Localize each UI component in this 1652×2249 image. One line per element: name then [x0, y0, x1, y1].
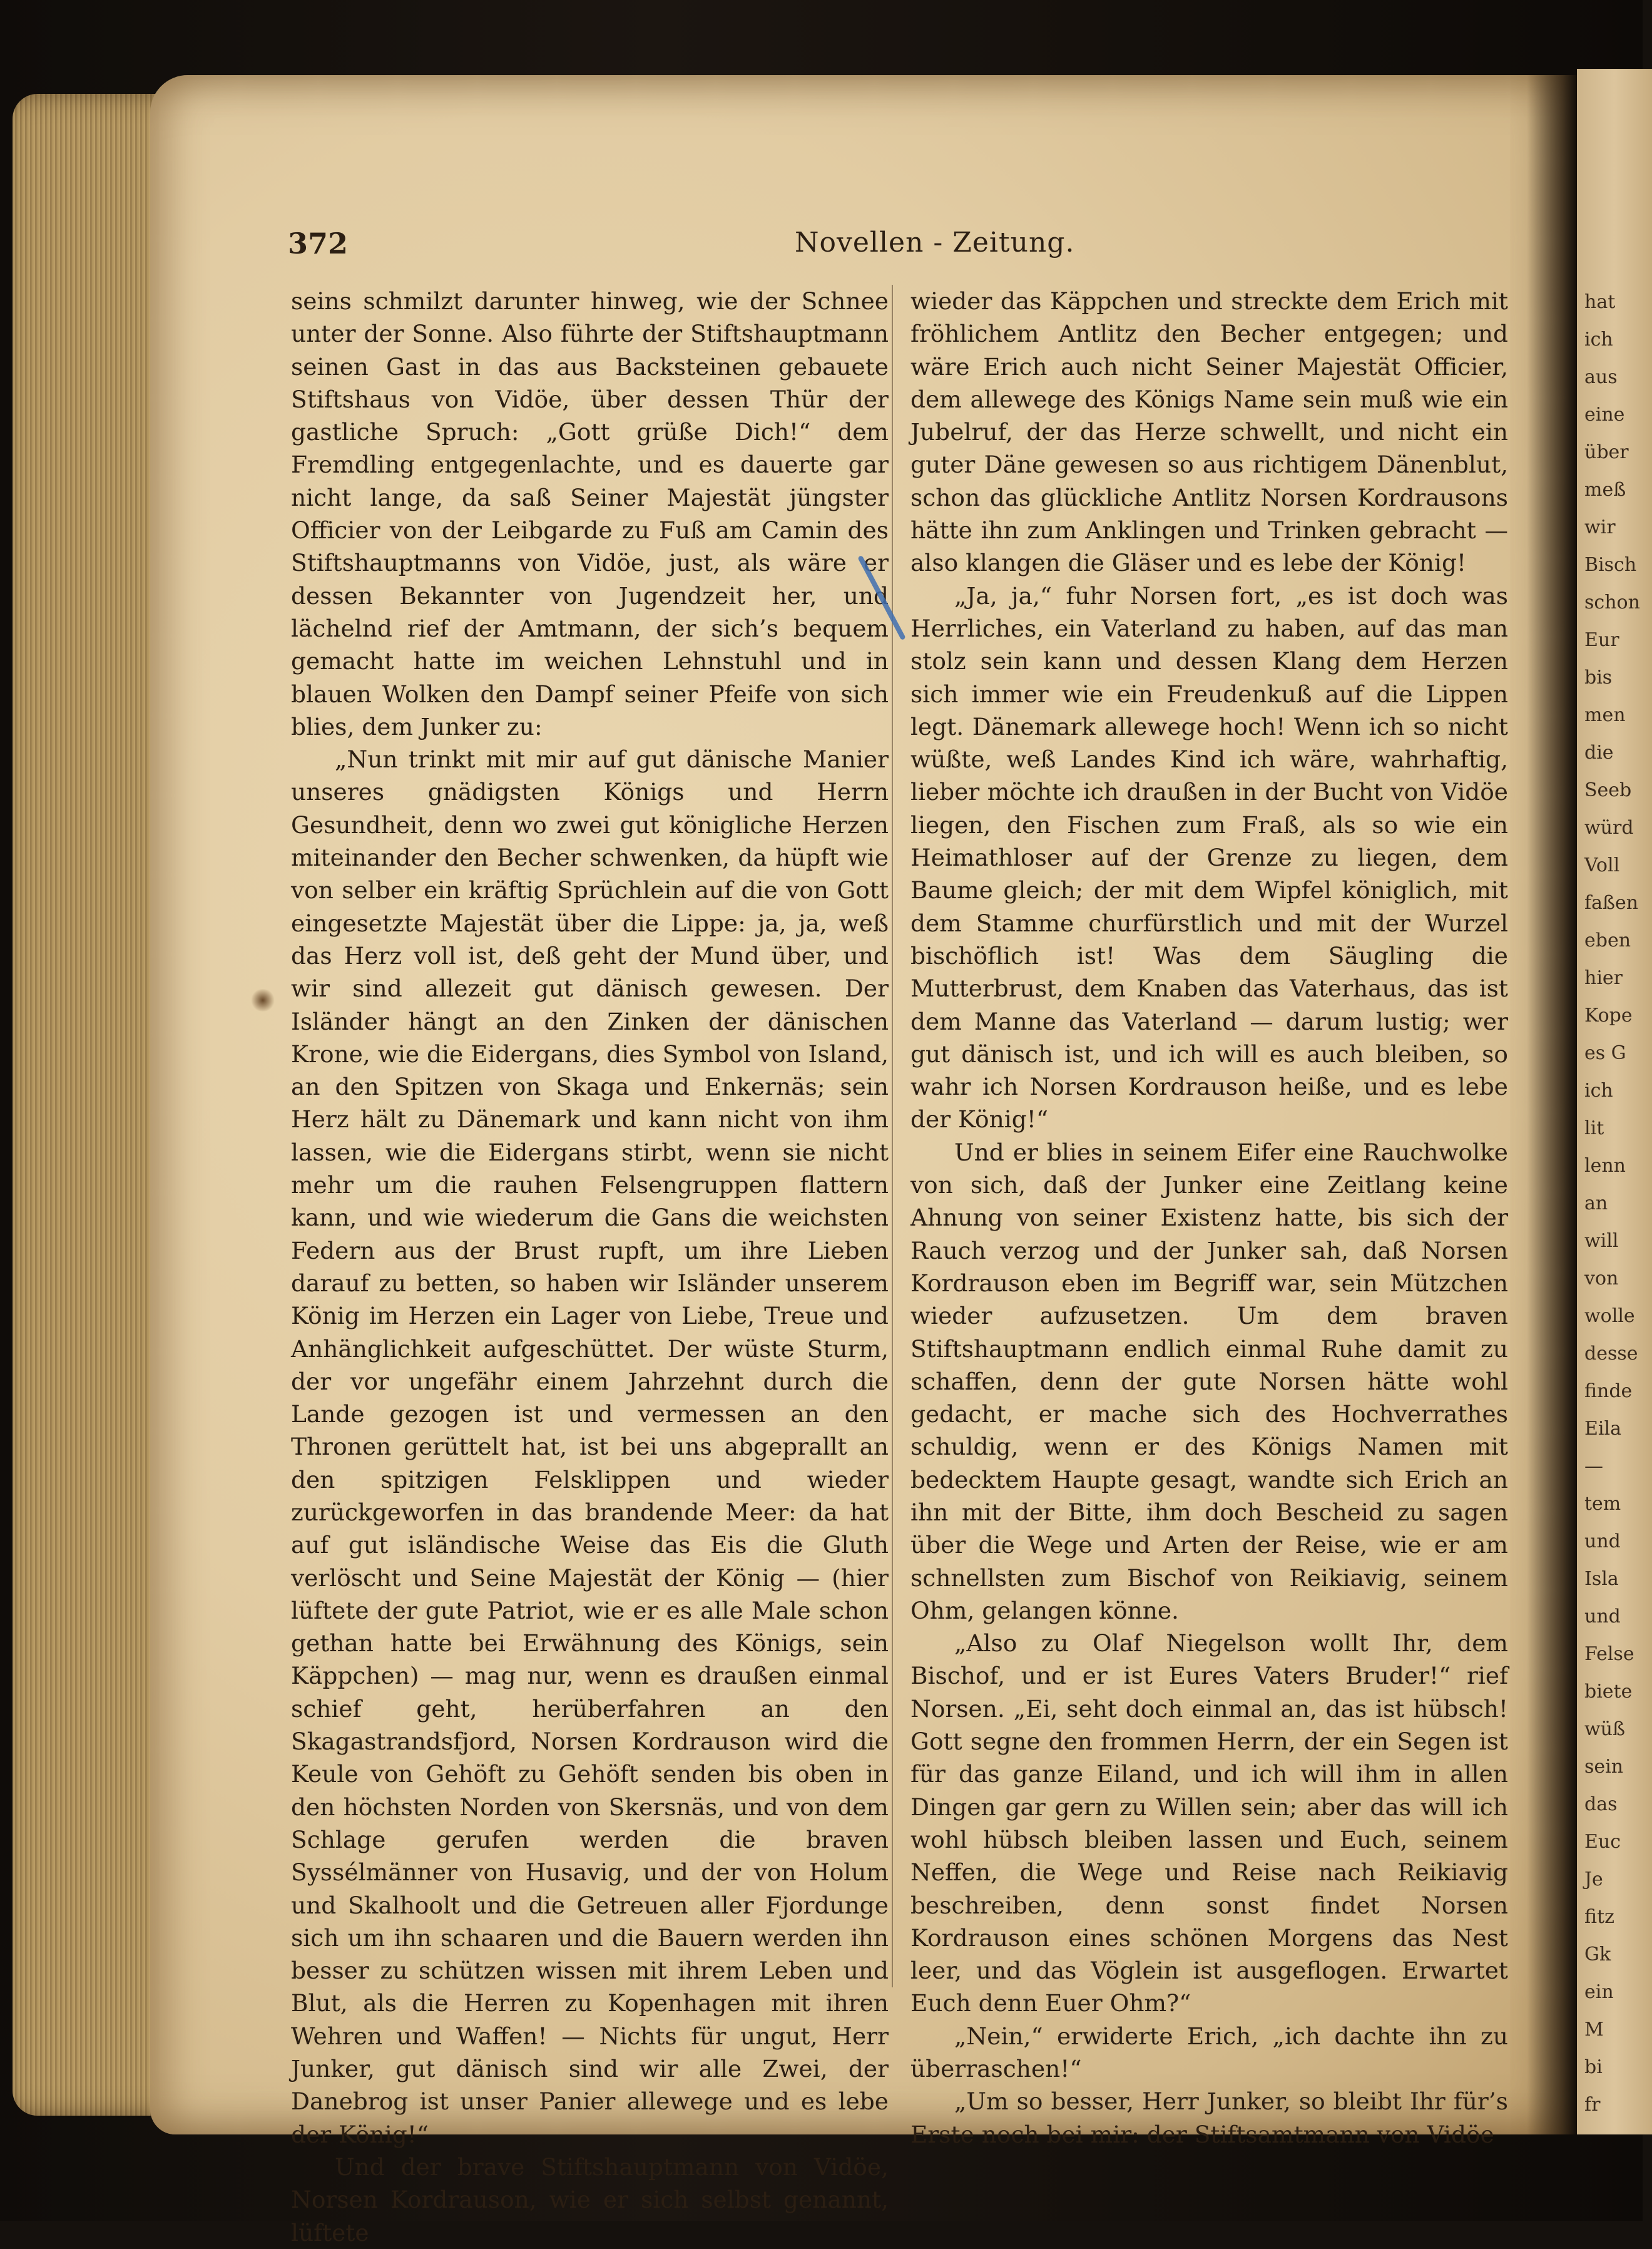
facing-page-fragment: Eila: [1584, 1418, 1621, 1440]
running-head: Novellen - Zeitung.: [795, 227, 1075, 259]
facing-page-fragment: M: [1584, 2019, 1604, 2041]
facing-page-fragment: Je: [1584, 1868, 1603, 1890]
facing-page-fragment: schon: [1584, 592, 1640, 613]
page-header: [288, 227, 1489, 264]
facing-page-fragment: wüß: [1584, 1718, 1626, 1740]
facing-page-fragment: und: [1584, 1606, 1621, 1627]
page-number: 372: [288, 227, 349, 260]
facing-page-fragment: Seeb: [1584, 779, 1632, 801]
facing-page-fragment: fr: [1584, 2094, 1601, 2116]
facing-page-fragment: Bisch: [1584, 554, 1637, 576]
facing-page-fragment: eine: [1584, 404, 1625, 426]
facing-page-fragment: Kope: [1584, 1005, 1633, 1027]
facing-page-fragment: Felse: [1584, 1643, 1634, 1665]
facing-page-fragment: bis: [1584, 667, 1613, 689]
facing-page-fragment: desse: [1584, 1343, 1638, 1365]
facing-page-fragment: men: [1584, 704, 1626, 726]
facing-page-fragment: über: [1584, 441, 1629, 463]
facing-page-fragment: Gk: [1584, 1944, 1611, 1965]
facing-page-fragment: wolle: [1584, 1305, 1635, 1327]
paragraph: Und er blies in seinem Eifer eine Rauchwolke von sich, daß der Junker eine Zeitlang keine Ahnung von seiner Existenz hatte, bis sich der Rauch verzog und der Junker sah, daß Norsen Kordrauson eben im Begriff war, sein Mützchen wieder aufzusetzen. Um dem braven Stiftshauptmann endlich einmal Ruhe damit zu schaffen, denn der gute Norsen hätte wohl gedacht, er mache sich des Hochverrathes schuldig, wenn er des Königs Namen mit bedecktem Haupte gesagt, wandte sich Erich an ihn mit der Bitte, ihm doch Bescheid zu sagen über die Wege und Arten der Reise, wie er am schnellsten zum Bischof von Reikiavig, seinem Ohm, gelangen könne.: [910, 1138, 1508, 1624]
facing-page-fragment: sein: [1584, 1756, 1624, 1778]
facing-page-fragment: meß: [1584, 479, 1626, 501]
facing-page-fragment: lit: [1584, 1117, 1604, 1139]
facing-page-fragment: will: [1584, 1230, 1619, 1252]
right-text-column: [910, 285, 1508, 2151]
facing-page-fragment: und: [1584, 1530, 1621, 1552]
facing-page-fragment: wir: [1584, 516, 1616, 538]
facing-page-fragment: die: [1584, 742, 1614, 764]
facing-page-fragment: Eur: [1584, 629, 1619, 651]
facing-page-edge: [1577, 69, 1652, 2134]
facing-page-fragment: ein: [1584, 1981, 1614, 2003]
facing-page-fragment: das: [1584, 1793, 1618, 1815]
left-text-column: [291, 285, 889, 2249]
column-divider: [892, 285, 893, 1987]
facing-page-fragment: aus: [1584, 366, 1618, 388]
facing-page-fragment: lenn: [1584, 1155, 1626, 1177]
paragraph: „Ja, ja,“ fuhr Norsen fort, „es ist doch was Herrliches, ein Vaterland zu haben, auf das man stolz sein kann und dessen Klang dem Herzen sich immer wie ein Freudenkuß auf die Lippen legt. Dänemark allewege hoch! Wenn ich so nicht wüßte, weß Landes Kind ich wäre, wahrhaftig, lieber möchte ich draußen in der Bucht von Vidöe liegen, den Fischen zum Fraß, als so wie ein Heimathloser auf der Grenze zu liegen, dem Baume gleich; der mit dem Wipfel königlich, mit dem Stamme churfürstlich und mit der Wurzel bischöflich ist! Was dem Säugling die Mutterbrust, dem Knaben das Vaterhaus, das ist dem Manne das Vaterland — darum lustig; wer gut dänisch ist, und ich will es auch bleiben, so wahr ich Norsen Kordrauson heiße, und es lebe der König!“: [910, 581, 1508, 1134]
facing-page-fragment: —: [1584, 1455, 1603, 1477]
paragraph: Und der brave Stiftshauptmann von Vidöe, Norsen Kordrauson, wie er sich selbst genannt, lüftete: [291, 2153, 889, 2246]
facing-page-fragment: ich: [1584, 1080, 1613, 1102]
facing-page-fragment: hier: [1584, 967, 1623, 989]
paragraph: „Nun trinkt mit mir auf gut dänische Manier unseres gnädigsten Königs und Herrn Gesundheit, denn wo zwei gut königliche Herzen miteinander den Becher schwenken, da hüpft wie von selber ein kräftig Sprüchlein auf die von Gott eingesetzte Majestät über die Lippe: ja, ja, weß das Herz voll ist, deß geht der Mund über, und wir sind allezeit gut dänisch gewesen. Der Isländer hängt an den Zinken der dänischen Krone, wie die Eidergans, dies Symbol von Island, an den Spitzen von Skaga und Enkernäs; sein Herz hält zu Dänemark und kann nicht von ihm lassen, wie die Eidergans stirbt, wenn sie nicht mehr um die rauhen Felsengruppen flattern kann, und wie wiederum die Gans die weichsten Federn aus der Brust rupft, um ihre Lieben darauf zu betten, so haben wir Isländer unserem König im Herzen ein Lager von Liebe, Treue und Anhänglichkeit aufgeschüttet. Der wüste Sturm, der vor ungefähr einem Jahrzehnt durch die Lande gezogen ist und vermessen an den Thronen gerüttelt hat, ist bei uns abgeprallt an den spitzigen Felsklippen und wieder zurückgeworfen in das brandende Meer: da hat auf gut isländische Weise das Eis die Gluth verlöscht und Seine Majestät der König — (hier lüftete der gute Patriot, wie er es alle Male schon gethan hatte bei Erwähnung des Königs, sein Käppchen) — mag nur, wenn es draußen einmal schief geht, herüberfahren an den Skagastrandsfjord, Norsen Kordrauson wird die Keule von Gehöft zu Gehöft senden bis oben in den höchsten Norden von Skersnäs, und von dem Schlage gerufen werden die braven Syssélmänner von Husavig, und der von Holum und Skalhoolt und die Getreuen aller Fjordunge sich um ihn schaaren und die Bauern werden ihn besser zu schützen wissen mit ihrem Leben und Blut, als die Herren zu Kopenhagen mit ihren Wehren und Waffen! — Nichts für ungut, Herr Junker, gut dänisch sind wir alle Zwei, der Danebrog ist unser Panier allewege und es lebe der König!“: [291, 745, 889, 2148]
facing-page-fragment: bi: [1584, 2056, 1603, 2078]
facing-page-fragment: Voll: [1584, 854, 1620, 876]
facing-page-fragment: eben: [1584, 930, 1631, 951]
paragraph: seins schmilzt darunter hinweg, wie der Schnee unter der Sonne. Also führte der Stiftshauptmann seinen Gast in das aus Backsteinen gebauete Stiftshaus von Vidöe, über dessen Thür der gastliche Spruch: „Gott grüße Dich!“ dem Fremdling entgegenlachte, und es dauerte gar nicht lange, da saß Seiner Majestät jüngster Officier von der Leibgarde zu Fuß am Camin des Stiftshauptmanns von Vidöe, just, als wäre er dessen Bekannter von Jugendzeit her, und lächelnd rief der Amtmann, der sich’s bequem gemacht hatte im weichen Lehnstuhl und in blauen Wolken den Dampf seiner Pfeife von sich blies, dem Junker zu:: [291, 287, 889, 740]
facing-page-fragment: faßen: [1584, 892, 1639, 914]
facing-page-fragment: es G: [1584, 1042, 1626, 1064]
facing-page-fragment: an: [1584, 1192, 1608, 1214]
facing-page-fragment: Isla: [1584, 1568, 1619, 1590]
facing-page-fragment: würd: [1584, 817, 1634, 839]
facing-page-fragment: fitz: [1584, 1906, 1614, 1928]
facing-page-fragment: ich: [1584, 329, 1613, 351]
paragraph: „Nein,“ erwiderte Erich, „ich dachte ihn zu überraschen!“: [910, 2022, 1508, 2083]
facing-page-fragment: biete: [1584, 1681, 1633, 1703]
facing-page-fragment: finde: [1584, 1380, 1633, 1402]
facing-page-fragment: hat: [1584, 291, 1616, 313]
facing-page-fragment: Euc: [1584, 1831, 1621, 1853]
ink-stain: [250, 989, 275, 1012]
paragraph: „Um so besser, Herr Junker, so bleibt Ihr für’s Erste noch bei mir: der Stiftsamtmann von Vidöe: [910, 2088, 1508, 2148]
facing-page-fragment: tem: [1584, 1493, 1621, 1515]
paragraph: „Also zu Olaf Niegelson wollt Ihr, dem Bischof, und er ist Eures Vaters Bruder!“ rief Norsen. „Ei, seht doch einmal an, das ist hübsch! Gott segne den frommen Herrn, der ein Segen ist für das ganze Eiland, und ich will ihm in allen Dingen gar gern zu Willen sein; aber das will ich wohl hübsch bleiben lassen und Euch, seinem Neffen, die Wege und Reise nach Reikiavig beschreiben, denn sonst findet Norsen Kordrauson eines schönen Morgens das Nest leer, und das Vöglein ist ausgeflogen. Erwartet Euch denn Euer Ohm?“: [910, 1629, 1508, 2017]
facing-page-fragment: von: [1584, 1268, 1619, 1289]
paragraph: wieder das Käppchen und streckte dem Erich mit fröhlichem Antlitz den Becher entgegen; und wäre Erich auch nicht Seiner Majestät Officier, dem allewege des Königs Name sein muß wie ein Jubelruf, der das Herze schwellt, und nicht ein guter Däne gewesen so aus richtigem Dänenblut, schon das glückliche Antlitz Norsen Kordrausons hätte ihn zum Anklingen und Trinken gebracht — also klangen die Gläser und es lebe der König!: [910, 287, 1508, 577]
book-gutter: [1527, 75, 1577, 2134]
